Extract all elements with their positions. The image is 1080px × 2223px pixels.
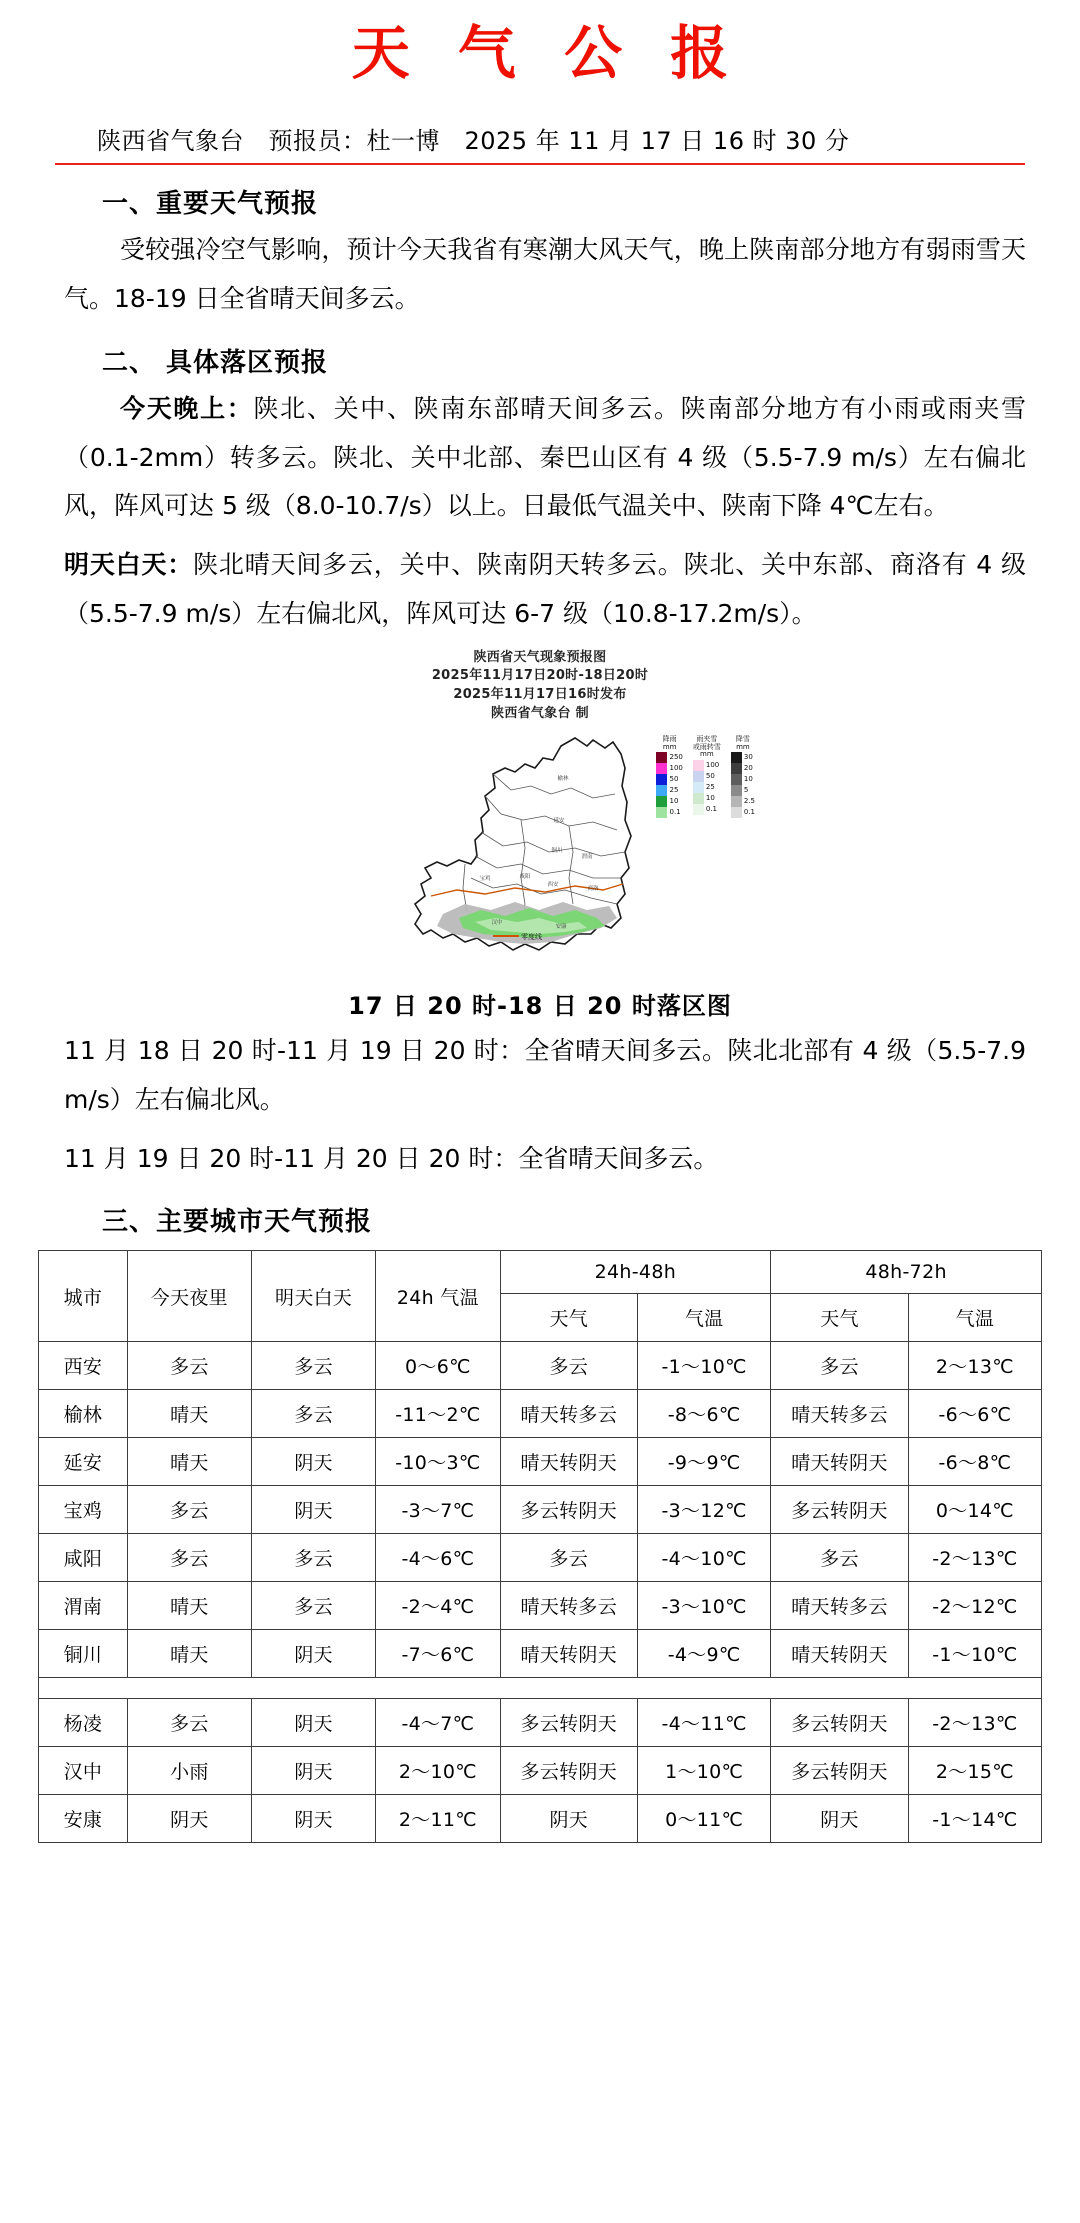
cell-tonight: 小雨 — [127, 1747, 251, 1795]
tomorrow-text: 陕北晴天间多云，关中、陕南阴天转多云。陕北、关中东部、商洛有 4 级（5.5-7.9 m/s）左右偏北风，阵风可达 6-7 级（10.8-17.2m/s）。 — [64, 550, 1026, 628]
cell-tomorrow: 阴天 — [252, 1795, 376, 1843]
section-1-paragraph: 受较强冷空气影响，预计今天我省有寒潮大风天气，晚上陕南部分地方有弱雨雪天气。18-19 日全省晴天间多云。 — [64, 235, 1026, 314]
city-forecast-table — [38, 1250, 1042, 1843]
svg-text:宝鸡: 宝鸡 — [479, 876, 491, 883]
legend-tick: 100 — [705, 761, 720, 770]
cell-temp24: -11～2℃ — [376, 1390, 500, 1438]
legend-tick: 30 — [743, 753, 753, 762]
cell-temp-24-48: 1～10℃ — [638, 1747, 771, 1795]
svg-text:咸阳: 咸阳 — [519, 874, 531, 881]
th-city: 城市 — [39, 1251, 128, 1342]
svg-text:延安: 延安 — [553, 818, 565, 825]
legend-tick: 25 — [669, 786, 679, 795]
cell-temp24: -10～3℃ — [376, 1438, 500, 1486]
legend-swatch — [731, 763, 742, 774]
cell-temp24: 2～10℃ — [376, 1747, 500, 1795]
legend-tick: 10 — [705, 794, 715, 803]
cell-tomorrow: 阴天 — [252, 1486, 376, 1534]
table-row — [39, 1699, 1042, 1747]
cell-temp-48-72: 2～13℃ — [908, 1342, 1041, 1390]
cell-weather-24-48: 阴天 — [500, 1795, 638, 1843]
svg-text:铜川: 铜川 — [551, 848, 563, 855]
legend-tick: 0.1 — [743, 808, 755, 817]
cell-temp-48-72: -2～13℃ — [908, 1534, 1041, 1582]
tonight-forecast-paragraph — [50, 385, 1030, 531]
cell-tonight: 晴天 — [127, 1438, 251, 1486]
legend-tick: 250 — [669, 753, 683, 762]
legend-tick: 0.1 — [669, 808, 681, 817]
cell-temp-24-48: -8～6℃ — [638, 1390, 771, 1438]
th-group-48-72: 48h-72h — [771, 1251, 1042, 1294]
cell-temp-24-48: -3～12℃ — [638, 1486, 771, 1534]
legend-bar-row-2 — [731, 752, 755, 818]
cell-tonight: 多云 — [127, 1486, 251, 1534]
page-title: 天 气 公 报 — [351, 19, 743, 87]
cell-temp24: 0～6℃ — [376, 1342, 500, 1390]
legend-tick: 2.5 — [743, 797, 755, 806]
legend-bar-row-1 — [693, 760, 721, 815]
day4-forecast-paragraph: 11 月 19 日 20 时-11 月 20 日 20 时：全省晴天间多云。 — [64, 1143, 719, 1173]
legend-swatch — [656, 752, 667, 763]
table-group-gap — [39, 1678, 1042, 1699]
legend-swatch — [693, 771, 704, 782]
cell-city: 安康 — [39, 1795, 128, 1843]
cell-temp-24-48: 0～11℃ — [638, 1795, 771, 1843]
cell-temp-48-72: -6～6℃ — [908, 1390, 1041, 1438]
map-canvas — [325, 728, 755, 978]
cell-tonight: 晴天 — [127, 1630, 251, 1678]
cell-weather-24-48: 多云 — [500, 1342, 638, 1390]
legend-swatch — [656, 796, 667, 807]
tonight-text: 陕北、关中、陕南东部晴天间多云。陕南部分地方有小雨或雨夹雪（0.1-2mm）转多云。陕北、关中北部、秦巴山区有 4 级（5.5-7.9 m/s）左右偏北风，阵风可达 5 级（8.0-10.7/s）以上。日最低气温关中、陕南下降 4℃左右。 — [64, 393, 1026, 521]
map-header-block — [50, 649, 1030, 724]
table-group-gap-cell — [39, 1678, 1042, 1699]
legend-swatch — [656, 785, 667, 796]
legend-title-1: 雨夹雪 或雨转雪 mm — [692, 735, 721, 759]
map-issued: 2025年11月17日16时发布 — [453, 687, 627, 703]
table-body — [39, 1342, 1042, 1843]
svg-text:商洛: 商洛 — [587, 886, 599, 893]
legend-swatch — [693, 804, 704, 815]
cell-temp24: 2～11℃ — [376, 1795, 500, 1843]
section-2-heading: 二、 具体落区预报 — [102, 347, 329, 378]
cell-temp-24-48: -1～10℃ — [638, 1342, 771, 1390]
cell-temp-48-72: 0～14℃ — [908, 1486, 1041, 1534]
table-header-row-1 — [39, 1251, 1042, 1294]
cell-weather-48-72: 晴天转阴天 — [771, 1630, 909, 1678]
cell-tomorrow: 多云 — [252, 1534, 376, 1582]
cell-tomorrow: 多云 — [252, 1390, 376, 1438]
th-temp-24-48: 气温 — [638, 1294, 771, 1342]
legend-swatch — [731, 752, 742, 763]
table-row — [39, 1534, 1042, 1582]
cell-temp-48-72: -1～10℃ — [908, 1630, 1041, 1678]
svg-text:汉中: 汉中 — [491, 920, 503, 927]
cell-temp24: -3～7℃ — [376, 1486, 500, 1534]
th-weather-48-72: 天气 — [771, 1294, 909, 1342]
zero-line-label: 零度线 — [521, 933, 542, 942]
table-row — [39, 1630, 1042, 1678]
cell-weather-48-72: 晴天转阴天 — [771, 1438, 909, 1486]
map-title: 陕西省天气现象预报图 — [473, 649, 607, 665]
svg-text:安康: 安康 — [555, 924, 567, 931]
cell-weather-24-48: 晴天转阴天 — [500, 1438, 638, 1486]
cell-tomorrow: 阴天 — [252, 1630, 376, 1678]
legend-title-0: 降雨 mm — [662, 735, 677, 751]
cell-tonight: 多云 — [127, 1699, 251, 1747]
cell-weather-48-72: 阴天 — [771, 1795, 909, 1843]
map-period: 2025年11月17日20时-18日20时 — [431, 668, 649, 684]
cell-tonight: 晴天 — [127, 1390, 251, 1438]
map-publisher: 陕西省气象台 制 — [491, 706, 589, 722]
cell-city: 铜川 — [39, 1630, 128, 1678]
legend-column-0 — [656, 736, 682, 818]
legend-bar-row-0 — [656, 752, 682, 818]
cell-temp-24-48: -4～11℃ — [638, 1699, 771, 1747]
cell-temp24: -4～6℃ — [376, 1534, 500, 1582]
cell-city: 西安 — [39, 1342, 128, 1390]
legend-column-1 — [693, 736, 721, 815]
cell-tonight: 阴天 — [127, 1795, 251, 1843]
legend-swatch — [693, 793, 704, 804]
forecast-map-figure — [50, 649, 1030, 1021]
cell-city: 宝鸡 — [39, 1486, 128, 1534]
legend-swatch — [693, 760, 704, 771]
legend-tick: 50 — [669, 775, 679, 784]
zero-line-swatch — [493, 935, 519, 937]
byline: 陕西省气象台 预报员：杜一博 2025 年 11 月 17 日 16 时 30 分 — [55, 117, 1025, 165]
cell-city: 咸阳 — [39, 1534, 128, 1582]
legend-tick: 5 — [743, 786, 749, 795]
document-body — [0, 183, 1080, 1238]
legend-colorbar-0 — [656, 752, 667, 818]
cell-temp-24-48: -9～9℃ — [638, 1438, 771, 1486]
cell-tomorrow: 多云 — [252, 1582, 376, 1630]
cell-temp24: -4～7℃ — [376, 1699, 500, 1747]
cell-temp-48-72: -6～8℃ — [908, 1438, 1041, 1486]
cell-city: 延安 — [39, 1438, 128, 1486]
legend-swatch — [693, 782, 704, 793]
cell-weather-24-48: 晴天转多云 — [500, 1390, 638, 1438]
legend-tick: 10 — [669, 797, 679, 806]
legend-swatch — [731, 807, 742, 818]
map-legend — [656, 736, 755, 818]
cell-weather-24-48: 多云转阴天 — [500, 1699, 638, 1747]
cell-temp-24-48: -4～9℃ — [638, 1630, 771, 1678]
legend-tick: 100 — [669, 764, 683, 773]
legend-tick: 25 — [705, 783, 715, 792]
table-row — [39, 1438, 1042, 1486]
byline-container — [0, 101, 1080, 165]
table-row — [39, 1486, 1042, 1534]
cell-temp-48-72: -1～14℃ — [908, 1795, 1041, 1843]
cell-temp24: -7～6℃ — [376, 1630, 500, 1678]
cell-tomorrow: 阴天 — [252, 1747, 376, 1795]
cell-city: 榆林 — [39, 1390, 128, 1438]
section-1-heading: 一、重要天气预报 — [102, 189, 319, 220]
cell-weather-24-48: 多云转阴天 — [500, 1747, 638, 1795]
cell-weather-24-48: 晴天转多云 — [500, 1582, 638, 1630]
cell-weather-48-72: 晴天转多云 — [771, 1582, 909, 1630]
cell-tonight: 多云 — [127, 1342, 251, 1390]
th-temp24: 24h 气温 — [376, 1251, 500, 1342]
cell-city: 杨凌 — [39, 1699, 128, 1747]
table-row — [39, 1582, 1042, 1630]
th-weather-24-48: 天气 — [500, 1294, 638, 1342]
day3-forecast-paragraph: 11 月 18 日 20 时-11 月 19 日 20 时：全省晴天间多云。陕北北部有 4 级（5.5-7.9 m/s）左右偏北风。 — [64, 1036, 1026, 1114]
th-tonight: 今天夜里 — [127, 1251, 251, 1342]
th-tomorrow: 明天白天 — [252, 1251, 376, 1342]
legend-swatch — [656, 774, 667, 785]
legend-tick: 50 — [705, 772, 715, 781]
table-row — [39, 1795, 1042, 1843]
legend-ticks-0 — [669, 752, 682, 818]
legend-tick: 0.1 — [705, 805, 717, 814]
table-head — [39, 1251, 1042, 1342]
cell-weather-24-48: 多云转阴天 — [500, 1486, 638, 1534]
cell-tonight: 多云 — [127, 1534, 251, 1582]
legend-swatch — [731, 774, 742, 785]
table-row — [39, 1390, 1042, 1438]
cell-temp-24-48: -3～10℃ — [638, 1582, 771, 1630]
cell-tomorrow: 阴天 — [252, 1699, 376, 1747]
cell-temp-24-48: -4～10℃ — [638, 1534, 771, 1582]
table-row — [39, 1342, 1042, 1390]
legend-column-2 — [731, 736, 755, 818]
legend-colorbar-2 — [731, 752, 742, 818]
cell-weather-48-72: 多云转阴天 — [771, 1747, 909, 1795]
cell-weather-48-72: 多云转阴天 — [771, 1486, 909, 1534]
legend-tick: 10 — [743, 775, 753, 784]
tomorrow-label: 明天白天： — [64, 550, 194, 580]
th-group-24-48: 24h-48h — [500, 1251, 771, 1294]
tonight-label: 今天晚上： — [120, 393, 254, 423]
cell-temp24: -2～4℃ — [376, 1582, 500, 1630]
tomorrow-forecast-paragraph — [50, 541, 1030, 639]
cell-tonight: 晴天 — [127, 1582, 251, 1630]
cell-tomorrow: 多云 — [252, 1342, 376, 1390]
svg-text:渭南: 渭南 — [581, 854, 593, 861]
legend-colorbar-1 — [693, 760, 704, 815]
cell-weather-48-72: 多云转阴天 — [771, 1699, 909, 1747]
legend-swatch — [731, 796, 742, 807]
cell-temp-48-72: 2～15℃ — [908, 1747, 1041, 1795]
cell-weather-24-48: 多云 — [500, 1534, 638, 1582]
legend-swatch — [656, 807, 667, 818]
legend-swatch — [731, 785, 742, 796]
legend-swatch — [656, 763, 667, 774]
cell-temp-48-72: -2～13℃ — [908, 1699, 1041, 1747]
legend-ticks-1 — [706, 760, 719, 815]
cell-temp-48-72: -2～12℃ — [908, 1582, 1041, 1630]
svg-text:西安: 西安 — [547, 882, 559, 889]
th-temp-48-72: 气温 — [908, 1294, 1041, 1342]
cell-weather-48-72: 多云 — [771, 1534, 909, 1582]
svg-text:榆林: 榆林 — [557, 776, 569, 783]
city-forecast-table-container — [0, 1242, 1080, 1843]
cell-weather-48-72: 晴天转多云 — [771, 1390, 909, 1438]
figure-caption: 17 日 20 时-18 日 20 时落区图 — [348, 992, 732, 1021]
section-3-heading: 三、主要城市天气预报 — [102, 1207, 373, 1238]
cell-weather-24-48: 晴天转阴天 — [500, 1630, 638, 1678]
legend-title-2: 降雪 mm — [735, 735, 750, 751]
cell-city: 汉中 — [39, 1747, 128, 1795]
legend-ticks-2 — [744, 752, 755, 818]
legend-tick: 20 — [743, 764, 753, 773]
table-row — [39, 1747, 1042, 1795]
cell-tomorrow: 阴天 — [252, 1438, 376, 1486]
cell-weather-48-72: 多云 — [771, 1342, 909, 1390]
cell-city: 渭南 — [39, 1582, 128, 1630]
